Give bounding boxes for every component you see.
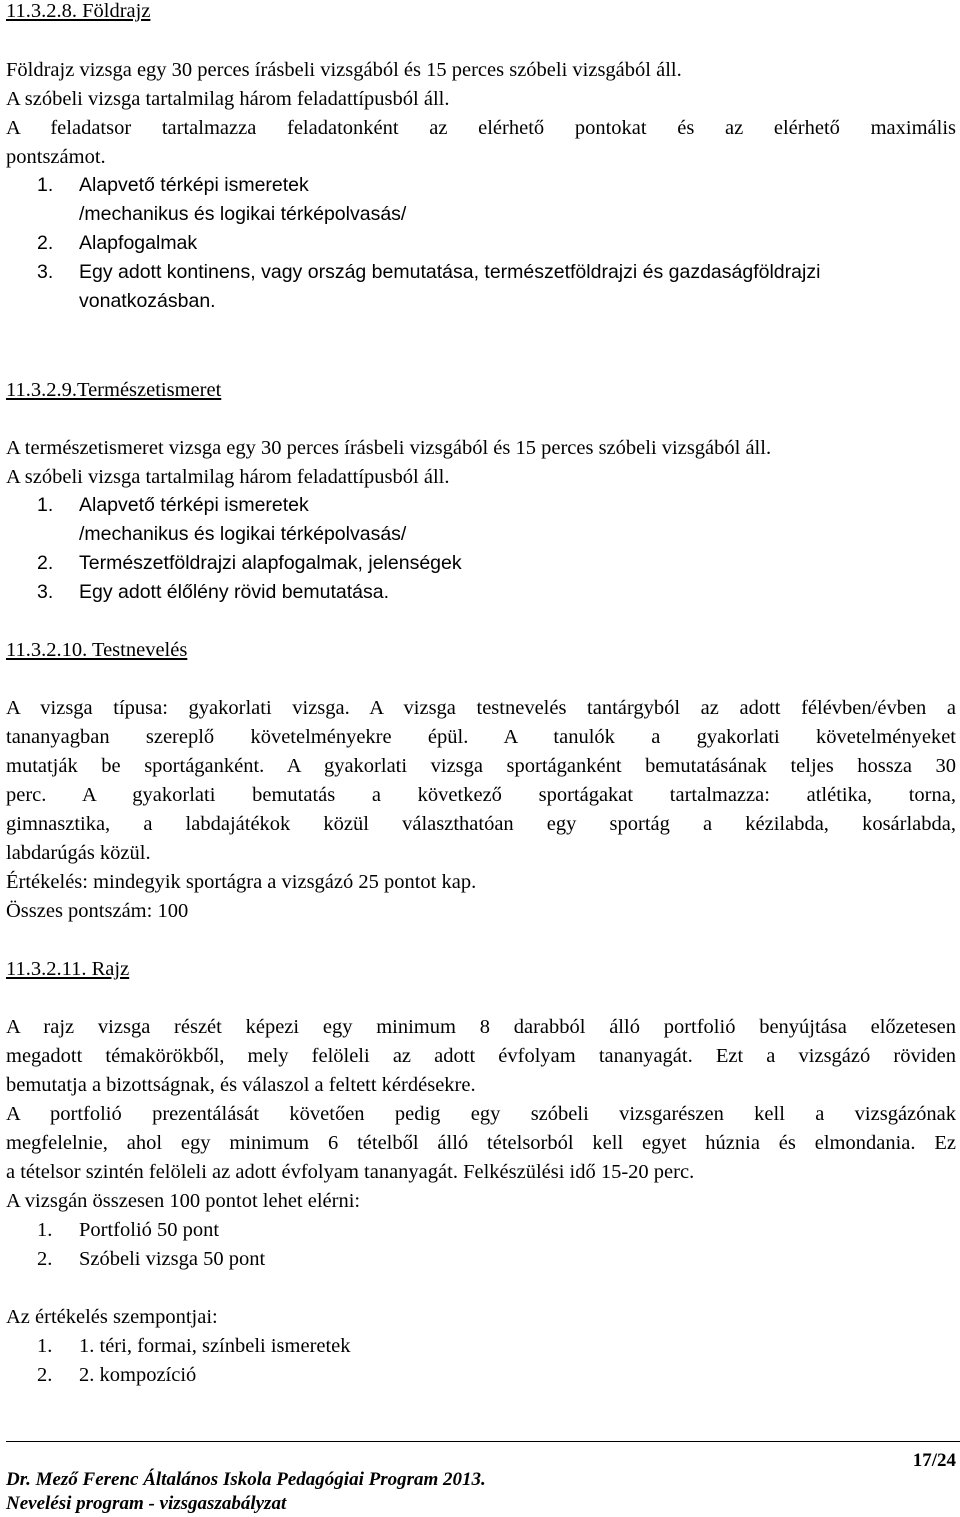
paragraph: A szóbeli vizsga tartalmilag három feladattípusból áll. bbox=[6, 88, 450, 110]
list-item: Alapfogalmak bbox=[79, 232, 198, 254]
list-item: Alapvető térképi ismeretek bbox=[79, 174, 309, 196]
list-item: Alapvető térképi ismeretek bbox=[79, 494, 309, 516]
paragraph: Értékelés: mindegyik sportágra a vizsgázó 25 pontot kap. bbox=[6, 871, 477, 893]
footer-divider bbox=[6, 1441, 960, 1442]
paragraph: a tételsor szintén felöleli az adott évfolyam tananyagát. Felkészülési idő 15-20 perc. bbox=[6, 1161, 695, 1183]
paragraph: megfelelnie, ahol egy minimum 6 tételből álló tételsorból kell egyet húznia és elmondania. Ez bbox=[6, 1132, 956, 1154]
list-item: Portfolió 50 pont bbox=[79, 1219, 220, 1241]
list-item-sub: /mechanikus és logikai térképolvasás/ bbox=[79, 203, 407, 225]
paragraph: mutatják be sportáganként. A gyakorlati vizsga sportáganként bemutatásának teljes hossza 30 bbox=[6, 755, 956, 777]
paragraph: A feladatsor tartalmazza feladatonként az elérhető pontokat és az elérhető maximális bbox=[6, 117, 956, 139]
list-number: 2. bbox=[37, 552, 54, 574]
section-heading-testneveles: 11.3.2.10. Testnevelés bbox=[6, 639, 188, 661]
list-number: 2. bbox=[37, 1364, 53, 1386]
paragraph: labdarúgás közül. bbox=[6, 842, 151, 864]
paragraph: A rajz vizsga részét képezi egy minimum 8 darabból álló portfolió benyújtása előzetesen bbox=[6, 1016, 956, 1038]
paragraph: pontszámot. bbox=[6, 146, 106, 168]
paragraph: A vizsgán összesen 100 pontot lehet elérni: bbox=[6, 1190, 361, 1212]
list-item: Természetföldrajzi alapfogalmak, jelenségek bbox=[79, 552, 462, 574]
list-number: 1. bbox=[37, 494, 54, 516]
paragraph: A vizsga típusa: gyakorlati vizsga. A vizsga testnevelés tantárgyból az adott félévben/évben a bbox=[6, 697, 956, 719]
paragraph: gimnasztika, a labdajátékok közül választhatóan egy sportág a kézilabda, kosárlabda, bbox=[6, 813, 956, 835]
page-number: 17/24 bbox=[912, 1450, 956, 1471]
paragraph: megadott témakörökből, mely felöleli az adott évfolyam tananyagát. Ezt a vizsgázó röviden bbox=[6, 1045, 956, 1067]
list-number: 1. bbox=[37, 1335, 53, 1357]
list-item-cont: vonatkozásban. bbox=[79, 290, 216, 312]
footer-school-line: Dr. Mező Ferenc Általános Iskola Pedagógiai Program 2013. bbox=[6, 1469, 486, 1490]
paragraph: A természetismeret vizsga egy 30 perces írásbeli vizsgából és 15 perces szóbeli vizsgából áll. bbox=[6, 437, 772, 459]
list-item: Szóbeli vizsga 50 pont bbox=[79, 1248, 266, 1270]
footer-program-line: Nevelési program - vizsgaszabályzat bbox=[6, 1493, 287, 1514]
paragraph: tananyagban szereplő követelményekre épül. A tanulók a gyakorlati követelményeket bbox=[6, 726, 956, 748]
section-heading-termeszetismeret: 11.3.2.9.Természetismeret bbox=[6, 379, 222, 401]
section-heading-rajz: 11.3.2.11. Rajz bbox=[6, 958, 130, 980]
list-number: 3. bbox=[37, 581, 54, 603]
list-item: Egy adott kontinens, vagy ország bemutatása, természetföldrajzi és gazdaságföldrajzi bbox=[79, 261, 821, 283]
paragraph: A szóbeli vizsga tartalmilag három feladattípusból áll. bbox=[6, 466, 450, 488]
list-number: 1. bbox=[37, 1219, 53, 1241]
list-number: 1. bbox=[37, 174, 54, 196]
paragraph: Összes pontszám: 100 bbox=[6, 900, 189, 922]
list-item: 1. téri, formai, színbeli ismeretek bbox=[79, 1335, 351, 1357]
paragraph: perc. A gyakorlati bemutatás a következő sportágakat tartalmazza: atlétika, torna, bbox=[6, 784, 956, 806]
criteria-title: Az értékelés szempontjai: bbox=[6, 1306, 218, 1328]
list-number: 3. bbox=[37, 261, 54, 283]
list-item-sub: /mechanikus és logikai térképolvasás/ bbox=[79, 523, 407, 545]
list-number: 2. bbox=[37, 1248, 53, 1270]
paragraph: bemutatja a bizottságnak, és válaszol a feltett kérdésekre. bbox=[6, 1074, 476, 1096]
list-number: 2. bbox=[37, 232, 54, 254]
paragraph: Földrajz vizsga egy 30 perces írásbeli vizsgából és 15 perces szóbeli vizsgából áll. bbox=[6, 59, 682, 81]
paragraph: A portfolió prezentálását követően pedig egy szóbeli vizsgarészen kell a vizsgázónak bbox=[6, 1103, 956, 1125]
list-item: Egy adott élőlény rövid bemutatása. bbox=[79, 581, 390, 603]
list-item: 2. kompozíció bbox=[79, 1364, 197, 1386]
section-heading-foldrajz: 11.3.2.8. Földrajz bbox=[6, 0, 151, 22]
